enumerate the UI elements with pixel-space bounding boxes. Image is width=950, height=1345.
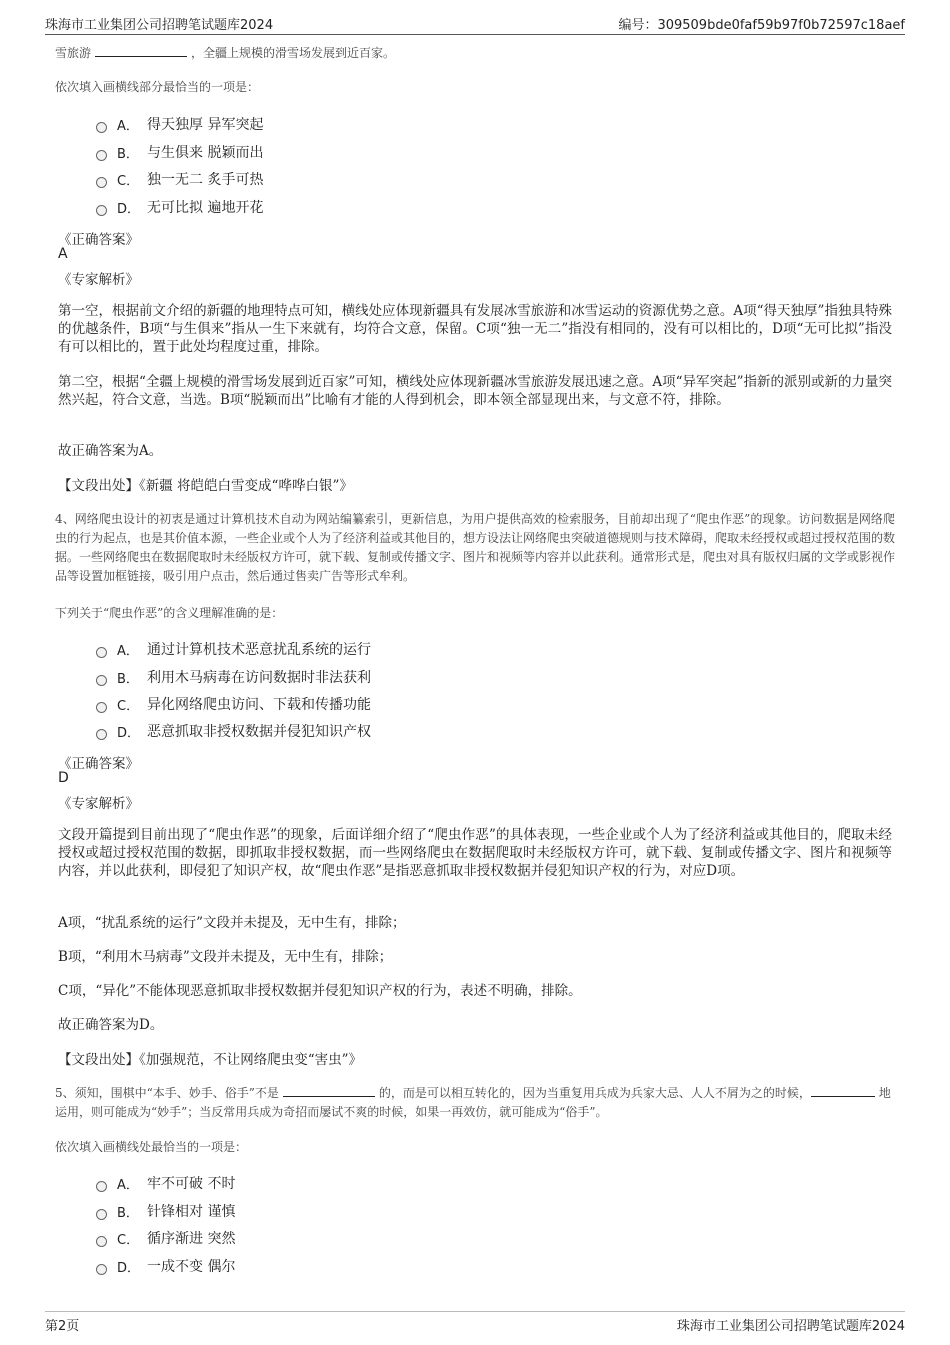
q4-option-a[interactable] bbox=[96, 638, 371, 660]
header-title: 珠海市工业集团公司招聘笔试题库2024 bbox=[45, 18, 274, 33]
option-text: 异化网络爬虫访问、下载和传播功能 bbox=[147, 697, 371, 713]
q4-option-d[interactable] bbox=[96, 720, 371, 742]
option-text: 独一无二 炙手可热 bbox=[147, 172, 264, 188]
option-text: 恶意抓取非授权数据并侵犯知识产权 bbox=[147, 724, 371, 740]
radio-icon[interactable] bbox=[96, 150, 107, 161]
option-letter: A． bbox=[117, 1177, 139, 1193]
option-letter: C． bbox=[117, 698, 140, 714]
serial-number: 309509bde0faf59b97f0b72597c18aef bbox=[657, 18, 905, 33]
option-letter: A． bbox=[117, 118, 139, 134]
q5-stem-part2: 的，而是可以相互转化的，因为当重复用兵成为兵家大忌、人人不屑为之的时候， bbox=[378, 1086, 811, 1100]
option-letter: B． bbox=[117, 146, 139, 162]
radio-icon[interactable] bbox=[96, 647, 107, 658]
q5-stem bbox=[55, 1084, 895, 1122]
q3-analysis-paragraph: 第二空，根据“全疆上规模的滑雪场发展到近百家”可知，横线处应体现新疆冰雪旅游发展迅速之意。A项“异军突起”指新的派别或新的力量突然兴起，符合文意，当选。B项“脱颖而出”比喻有才能的人得到机会，即本领全部显现出来，与文意不符，排除。 bbox=[58, 374, 892, 408]
q4-analysis-conclusion: 故正确答案为D。 bbox=[58, 1017, 164, 1033]
radio-icon[interactable] bbox=[96, 1181, 107, 1192]
option-text: 与生俱来 脱颖而出 bbox=[147, 145, 264, 161]
q3-analysis-conclusion: 故正确答案为A。 bbox=[58, 443, 163, 459]
q4-analysis-paragraph: 文段开篇提到目前出现了“爬虫作恶”的现象，后面详细介绍了“爬虫作恶”的具体表现，一些企业或个人为了经济利益或其他目的，爬取未经授权或超过授权范围的数据，即抓取非授权数据，而一些网络爬虫在数据爬取时未经版权方许可，就下载、复制或传播文字、图片和视频等内容，并以此获利，即侵犯了知识产权，故“爬虫作恶”是指恶意抓取非授权数据并侵犯知识产权的行为，对应D项。 bbox=[58, 827, 892, 879]
option-text: 无可比拟 遍地开花 bbox=[147, 200, 264, 216]
q3-option-d[interactable] bbox=[96, 196, 263, 218]
option-letter: A． bbox=[117, 643, 139, 659]
radio-icon[interactable] bbox=[96, 205, 107, 216]
radio-icon[interactable] bbox=[96, 729, 107, 740]
q3-analysis-paragraph: 第一空，根据前文介绍的新疆的地理特点可知，横线处应体现新疆具有发展冰雪旅游和冰雪运动的资源优势之意。A项“得天独厚”指独具特殊的优越条件，B项“与生俱来”指从一生下来就有，均符合文意，保留。C项“独一无二”指没有相同的，没有可以相比的，D项“无可比拟”指没有可以相比的，置于此处均程度过重，排除。 bbox=[58, 303, 892, 355]
radio-icon[interactable] bbox=[96, 177, 107, 188]
radio-icon[interactable] bbox=[96, 1264, 107, 1275]
option-letter: B． bbox=[117, 1205, 139, 1221]
q5-blank-2 bbox=[811, 1084, 875, 1097]
q4-option-b[interactable] bbox=[96, 666, 371, 688]
q5-prompt: 依次填入画横线处最恰当的一项是： bbox=[55, 1140, 248, 1154]
option-text: 循序渐进 突然 bbox=[147, 1231, 236, 1247]
option-text: 一成不变 偶尔 bbox=[147, 1259, 236, 1275]
q5-option-b[interactable] bbox=[96, 1200, 235, 1222]
q3-answer-label: 《正确答案》 bbox=[58, 232, 139, 248]
q4-answer-label: 《正确答案》 bbox=[58, 756, 139, 772]
serial-label: 编号： bbox=[618, 18, 658, 33]
option-text: 得天独厚 异军突起 bbox=[147, 117, 264, 133]
header-serial bbox=[618, 14, 905, 33]
page-header bbox=[45, 12, 905, 35]
q5-stem-part1: 5、须知，围棋中“本手、妙手、俗手”不是 bbox=[55, 1086, 279, 1100]
q3-analysis-label: 《专家解析》 bbox=[58, 272, 139, 288]
q5-blank-1 bbox=[283, 1084, 375, 1097]
option-text: 针锋相对 谨慎 bbox=[147, 1204, 236, 1220]
q3-fragment bbox=[55, 44, 395, 63]
q3-answer: A bbox=[58, 246, 68, 262]
option-letter: C． bbox=[117, 1232, 140, 1248]
q4-analysis-label: 《专家解析》 bbox=[58, 796, 139, 812]
q4-prompt: 下列关于“爬虫作恶”的含义理解准确的是： bbox=[55, 606, 284, 620]
option-letter: D． bbox=[117, 201, 141, 217]
q3-blank bbox=[95, 44, 187, 57]
radio-icon[interactable] bbox=[96, 1236, 107, 1247]
q4-stem: 4、网络爬虫设计的初衷是通过计算机技术自动为网站编纂索引，更新信息，为用户提供高效的检索服务，目前却出现了“爬虫作恶”的现象。访问数据是网络爬虫的行为起点，也是其价值本源，一些企业或个人为了经济利益或其他目的，想方设法让网络爬虫突破道德规则与技术障碍，爬取未经授权或超过授权范围的数据。一些网络爬虫在数据爬取时未经版权方许可，就下载、复制或传播文字、图片和视频等内容并以此获利。通常形式是，爬虫对具有版权归属的文学或影视作品等设置加框链接，吸引用户点击，然后通过售卖广告等形式牟利。 bbox=[55, 512, 896, 583]
option-text: 通过计算机技术恶意扰乱系统的运行 bbox=[147, 642, 371, 658]
q4-analysis-option-a: A项，“扰乱系统的运行”文段并未提及，无中生有，排除； bbox=[58, 915, 406, 931]
q5-option-c[interactable] bbox=[96, 1227, 235, 1249]
q3-option-b[interactable] bbox=[96, 141, 263, 163]
q4-analysis-option-c: C项，“异化”不能体现恶意抓取非授权数据并侵犯知识产权的行为，表述不明确，排除。 bbox=[58, 983, 582, 999]
page-footer bbox=[45, 1311, 905, 1336]
radio-icon[interactable] bbox=[96, 675, 107, 686]
q4-option-c[interactable] bbox=[96, 693, 371, 715]
q3-fragment-after: ，全疆上规模的滑雪场发展到近百家。 bbox=[191, 46, 396, 60]
footer-title: 珠海市工业集团公司招聘笔试题库2024 bbox=[676, 1319, 905, 1334]
q3-prompt: 依次填入画横线部分最恰当的一项是： bbox=[55, 80, 260, 94]
q3-source: 【文段出处】《新疆 将皑皑白雪变成“哗哗白银”》 bbox=[58, 478, 353, 494]
option-text: 牢不可破 不时 bbox=[147, 1176, 236, 1192]
q3-fragment-before: 雪旅游 bbox=[55, 46, 92, 60]
radio-icon[interactable] bbox=[96, 702, 107, 713]
option-letter: C． bbox=[117, 173, 140, 189]
q5-option-d[interactable] bbox=[96, 1255, 235, 1277]
q4-source: 【文段出处】《加强规范，不让网络爬虫变“害虫”》 bbox=[58, 1052, 363, 1068]
radio-icon[interactable] bbox=[96, 122, 107, 133]
q4-answer: D bbox=[58, 770, 69, 786]
option-text: 利用木马病毒在访问数据时非法获利 bbox=[147, 670, 371, 686]
option-letter: B． bbox=[117, 671, 139, 687]
q3-option-a[interactable] bbox=[96, 113, 263, 135]
q5-option-a[interactable] bbox=[96, 1172, 235, 1194]
radio-icon[interactable] bbox=[96, 1209, 107, 1220]
q4-analysis-option-b: B项，“利用木马病毒”文段并未提及，无中生有，排除； bbox=[58, 949, 393, 965]
option-letter: D． bbox=[117, 725, 141, 741]
page-number: 第2页 bbox=[45, 1319, 80, 1334]
option-letter: D． bbox=[117, 1260, 141, 1276]
q5-stem-part3: 地运用，则可能成为“妙手”；当反常用兵成为奇招而屡试不爽的时候，如果一再效仿，就可能成为“俗手”。 bbox=[55, 1086, 891, 1119]
q3-option-c[interactable] bbox=[96, 168, 263, 190]
